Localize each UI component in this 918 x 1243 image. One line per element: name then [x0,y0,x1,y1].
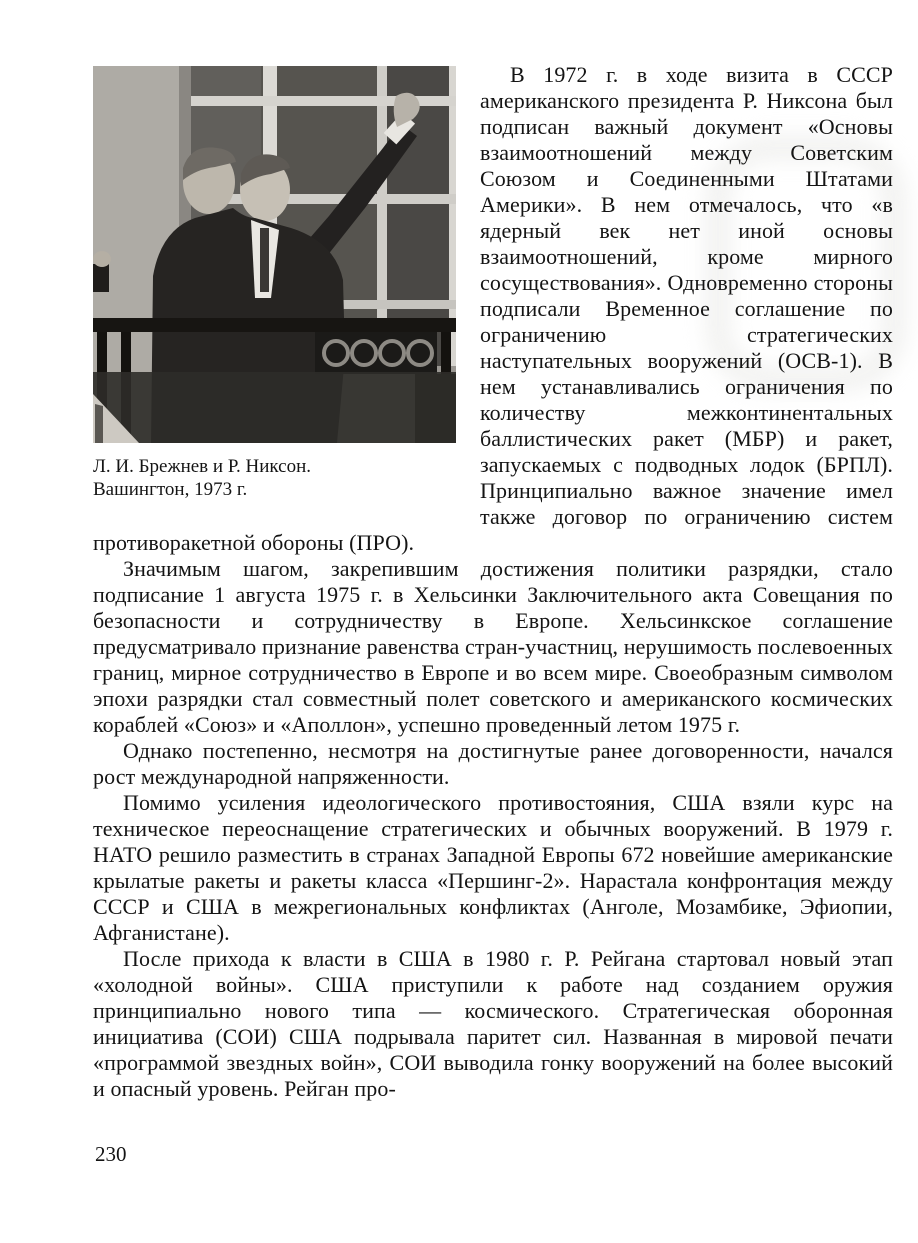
photo-caption [93,455,458,501]
page-content [93,62,893,1102]
paragraph-detente-treaties: В 1972 г. в ходе визита в СССР американского президента Р. Никсона был подписан важный документ «Основы взаимоотношений между Советским Союзом и Соединенными Штатами Америки». В нем отмечалось, что «в ядерный век нет иной основы взаимоотношений, кроме мирного сосуществования». Одновременно стороны подписали Временное соглашение по ограничению стратегических наступательных вооружений (ОСВ-1). В нем устанавливались ограничения по количеству межконтинентальных баллистических ракет (МБР) и ракет, запускаемых с подводных лодок (БРПЛ). Принципиально важное значение имел также договор по ограничению систем противоракетной обороны (ПРО). [93,62,893,555]
photo-caption-line2: Вашингтон, 1973 г. [93,479,248,500]
paragraph-nato-missiles: Помимо усиления идеологического противостояния, США взяли курс на техническое переоснащение стратегических и обычных вооружений. В 1979 г. НАТО решило разместить в странах Западной Европы 672 новейшие американские крылатые ракеты и ракеты класса «Першинг-2». Нарастала конфронтация между СССР и США в межрегиональных конфликтах (Анголе, Мозамбике, Эфиопии, Афганистане). [93,790,893,945]
paragraph-tensions-rise: Однако постепенно, несмотря на достигнутые ранее договоренности, начался рост международной напряженности. [93,738,893,789]
photo-figure [93,66,458,501]
paragraph-reagan-sdi: После прихода к власти в США в 1980 г. Р. Рейгана стартовал новый этап «холодной войны». США приступили к работе над созданием оружия принципиально нового типа — космического. Стратегическая оборонная инициатива (СОИ) США подрывала паритет сил. Названная в мировой печати «программой звездных войн», СОИ выводила гонку вооружений на более высокий и опасный уровень. Рейган про- [93,946,893,1101]
photo-image [93,66,456,443]
photo-brezhnev-nixon [93,66,456,443]
photo-caption-line1: Л. И. Брежнев и Р. Никсон. [93,456,312,477]
paragraph-helsinki-act: Значимым шагом, закрепившим достижения политики разрядки, стало подписание 1 августа 1975 г. в Хельсинки Заключительного акта Совещания по безопасности и сотрудничеству в Европе. Хельсинкское соглашение предусматривало признание равенства стран-участниц, нерушимость послевоенных границ, мирное сотрудничество в Европе и во всем мире. Своеобразным символом эпохи разрядки стал совместный полет советского и американского космических кораблей «Союз» и «Аполлон», успешно проведенный летом 1975 г. [93,556,893,737]
page-number: 230 [95,1142,127,1166]
